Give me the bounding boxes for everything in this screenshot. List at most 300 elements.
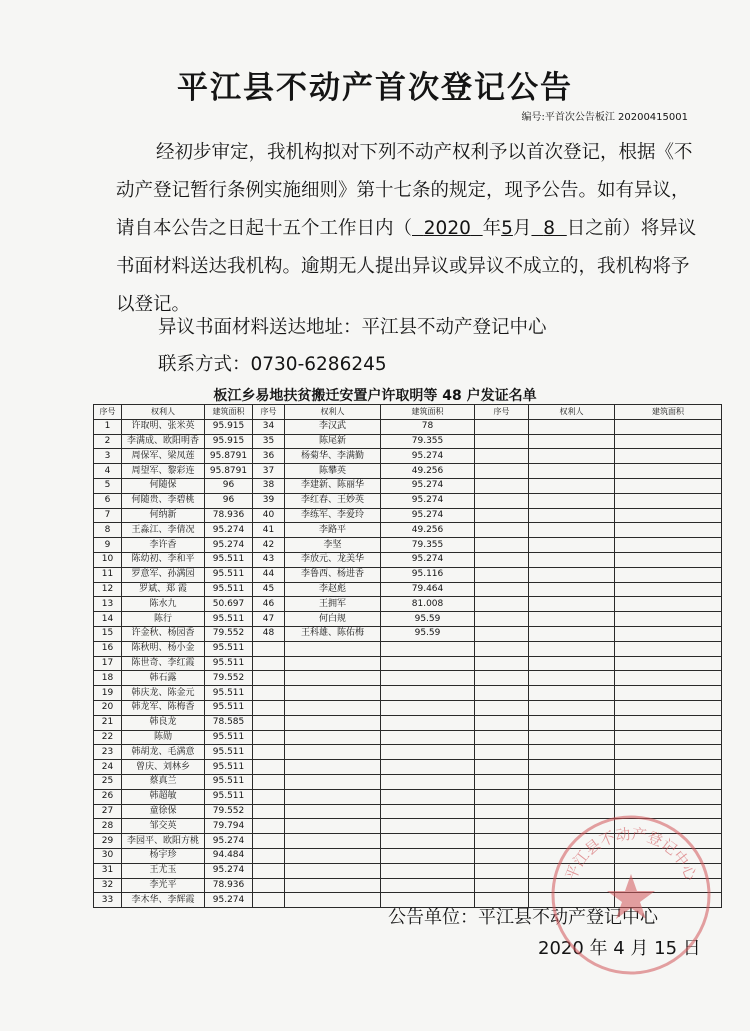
deadline-day: 8 xyxy=(543,218,555,239)
svg-text:平江县不动产登记中心: 平江县不动产登记中心 xyxy=(561,824,701,884)
rights-holder-cell xyxy=(529,538,615,553)
building-area-cell xyxy=(381,819,475,834)
row-number-cell xyxy=(475,626,529,641)
rights-holder-cell: 李红春、王妙英 xyxy=(285,493,381,508)
building-area-cell xyxy=(615,582,722,597)
deadline-year: 2020 xyxy=(423,218,471,239)
rights-holder-cell: 李鲁西、杨进香 xyxy=(285,567,381,582)
building-area-cell xyxy=(615,686,722,701)
rights-holder-cell xyxy=(285,745,381,760)
building-area-cell: 95.274 xyxy=(381,552,475,567)
building-area-cell: 49.256 xyxy=(381,523,475,538)
rights-holder-cell: 陈幼初、李和平 xyxy=(122,552,205,567)
rights-holder-cell: 韩石露 xyxy=(122,671,205,686)
column-header: 建筑面积 xyxy=(615,405,722,420)
rights-holder-cell: 陈秋明、杨小金 xyxy=(122,641,205,656)
building-area-cell: 50.697 xyxy=(205,597,253,612)
rights-holder-cell xyxy=(529,760,615,775)
row-number-cell: 2 xyxy=(94,434,122,449)
rights-holder-cell: 李路平 xyxy=(285,523,381,538)
rights-holder-cell: 韩龙军、陈梅香 xyxy=(122,700,205,715)
table-row xyxy=(94,686,722,701)
table-row xyxy=(94,538,722,553)
rights-holder-cell xyxy=(529,656,615,671)
row-number-cell xyxy=(475,715,529,730)
building-area-cell: 78.585 xyxy=(205,715,253,730)
row-number-cell: 15 xyxy=(94,626,122,641)
building-area-cell: 95.511 xyxy=(205,745,253,760)
building-area-cell: 79.355 xyxy=(381,538,475,553)
column-header: 建筑面积 xyxy=(205,405,253,420)
table-row xyxy=(94,760,722,775)
table-row xyxy=(94,626,722,641)
building-area-cell: 95.8791 xyxy=(205,464,253,479)
rights-holder-cell xyxy=(529,597,615,612)
row-number-cell: 47 xyxy=(253,612,285,627)
table-row xyxy=(94,715,722,730)
row-number-cell xyxy=(475,774,529,789)
row-number-cell xyxy=(253,893,285,908)
row-number-cell xyxy=(475,671,529,686)
building-area-cell: 79.794 xyxy=(205,819,253,834)
table-caption: 板江乡易地扶贫搬迁安置户许取明等 48 户发证名单 xyxy=(213,388,537,404)
objection-address: 异议书面材料送达地址：平江县不动产登记中心 xyxy=(158,317,547,338)
table-row xyxy=(94,671,722,686)
building-area-cell: 79.552 xyxy=(205,626,253,641)
table-row xyxy=(94,419,722,434)
building-area-cell xyxy=(381,715,475,730)
rights-holder-cell xyxy=(285,848,381,863)
building-area-cell xyxy=(381,834,475,849)
row-number-cell xyxy=(253,760,285,775)
rights-holder-cell: 何随保 xyxy=(122,478,205,493)
row-number-cell xyxy=(475,730,529,745)
rights-holder-cell: 李练军、李爱玲 xyxy=(285,508,381,523)
row-number-cell xyxy=(475,419,529,434)
row-number-cell: 6 xyxy=(94,493,122,508)
column-header: 序号 xyxy=(475,405,529,420)
row-number-cell: 34 xyxy=(253,419,285,434)
building-area-cell xyxy=(615,715,722,730)
building-area-cell xyxy=(615,656,722,671)
table-row xyxy=(94,464,722,479)
building-area-cell xyxy=(381,730,475,745)
row-number-cell xyxy=(475,819,529,834)
table-row xyxy=(94,597,722,612)
rights-holder-cell: 许取明、张米英 xyxy=(122,419,205,434)
row-number-cell: 3 xyxy=(94,449,122,464)
building-area-cell: 78.936 xyxy=(205,508,253,523)
building-area-cell xyxy=(615,626,722,641)
row-number-cell xyxy=(253,745,285,760)
row-number-cell xyxy=(475,538,529,553)
row-number-cell: 10 xyxy=(94,552,122,567)
column-header: 权利人 xyxy=(529,405,615,420)
building-area-cell: 81.008 xyxy=(381,597,475,612)
row-number-cell xyxy=(475,656,529,671)
row-number-cell xyxy=(253,819,285,834)
row-number-cell: 44 xyxy=(253,567,285,582)
rights-holder-cell: 李放元、龙美华 xyxy=(285,552,381,567)
row-number-cell: 46 xyxy=(253,597,285,612)
table-row xyxy=(94,508,722,523)
row-number-cell xyxy=(253,804,285,819)
row-number-cell: 48 xyxy=(253,626,285,641)
row-number-cell xyxy=(475,789,529,804)
row-number-cell xyxy=(475,745,529,760)
table-row xyxy=(94,434,722,449)
row-number-cell xyxy=(475,863,529,878)
row-number-cell: 8 xyxy=(94,523,122,538)
rights-holder-cell xyxy=(285,730,381,745)
table-row xyxy=(94,774,722,789)
row-number-cell xyxy=(475,449,529,464)
building-area-cell: 95.511 xyxy=(205,641,253,656)
rights-holder-cell: 王淼江、李倩况 xyxy=(122,523,205,538)
column-header: 权利人 xyxy=(122,405,205,420)
building-area-cell: 95.915 xyxy=(205,434,253,449)
building-area-cell: 79.552 xyxy=(205,804,253,819)
building-area-cell xyxy=(381,863,475,878)
building-area-cell: 79.355 xyxy=(381,434,475,449)
building-area-cell: 95.511 xyxy=(205,774,253,789)
rights-holder-cell xyxy=(529,789,615,804)
seal-star-icon xyxy=(607,874,655,919)
building-area-cell: 95.511 xyxy=(205,789,253,804)
row-number-cell: 18 xyxy=(94,671,122,686)
building-area-cell xyxy=(615,419,722,434)
building-area-cell: 95.511 xyxy=(205,552,253,567)
rights-holder-cell: 韩庆龙、陈金元 xyxy=(122,686,205,701)
row-number-cell xyxy=(253,789,285,804)
rights-holder-cell: 李汉武 xyxy=(285,419,381,434)
building-area-cell: 78.936 xyxy=(205,878,253,893)
contact-info: 联系方式：0730-6286245 xyxy=(158,354,387,375)
building-area-cell xyxy=(615,730,722,745)
table-row xyxy=(94,449,722,464)
rights-holder-cell xyxy=(529,434,615,449)
building-area-cell xyxy=(381,656,475,671)
row-number-cell xyxy=(475,552,529,567)
row-number-cell: 45 xyxy=(253,582,285,597)
row-number-cell xyxy=(475,582,529,597)
row-number-cell: 40 xyxy=(253,508,285,523)
row-number-cell: 37 xyxy=(253,464,285,479)
building-area-cell xyxy=(615,567,722,582)
building-area-cell: 95.511 xyxy=(205,730,253,745)
row-number-cell: 23 xyxy=(94,745,122,760)
building-area-cell xyxy=(615,745,722,760)
issue-date: 2020 年 4 月 15 日 xyxy=(538,938,701,959)
building-area-cell: 95.274 xyxy=(205,834,253,849)
table-row xyxy=(94,478,722,493)
page-title: 平江县不动产首次登记公告 xyxy=(177,70,573,106)
row-number-cell xyxy=(475,686,529,701)
rights-holder-cell xyxy=(529,745,615,760)
table-row xyxy=(94,745,722,760)
building-area-cell xyxy=(381,671,475,686)
building-area-cell: 95.274 xyxy=(205,893,253,908)
rights-holder-cell: 陈水九 xyxy=(122,597,205,612)
rights-holder-cell: 陈勋 xyxy=(122,730,205,745)
table-row xyxy=(94,493,722,508)
row-number-cell: 32 xyxy=(94,878,122,893)
row-number-cell: 11 xyxy=(94,567,122,582)
rights-holder-cell xyxy=(529,626,615,641)
building-area-cell: 95.915 xyxy=(205,419,253,434)
building-area-cell xyxy=(615,597,722,612)
building-area-cell xyxy=(615,538,722,553)
building-area-cell xyxy=(615,552,722,567)
building-area-cell: 95.511 xyxy=(205,700,253,715)
building-area-cell xyxy=(381,848,475,863)
rights-holder-cell: 李坚 xyxy=(285,538,381,553)
rights-holder-cell xyxy=(285,878,381,893)
building-area-cell xyxy=(615,612,722,627)
row-number-cell: 38 xyxy=(253,478,285,493)
rights-holder-cell xyxy=(285,863,381,878)
row-number-cell: 29 xyxy=(94,834,122,849)
building-area-cell: 95.274 xyxy=(205,538,253,553)
row-number-cell xyxy=(253,686,285,701)
rights-holder-cell xyxy=(285,760,381,775)
building-area-cell xyxy=(381,804,475,819)
building-area-cell: 95.511 xyxy=(205,582,253,597)
row-number-cell xyxy=(253,671,285,686)
rights-holder-cell: 陈世奇、李红霞 xyxy=(122,656,205,671)
row-number-cell: 12 xyxy=(94,582,122,597)
rights-holder-cell: 李园平、欧阳方桃 xyxy=(122,834,205,849)
notice-text-c: 月 xyxy=(512,218,532,239)
row-number-cell xyxy=(253,715,285,730)
row-number-cell xyxy=(475,878,529,893)
building-area-cell: 95.274 xyxy=(381,478,475,493)
rights-holder-cell xyxy=(529,478,615,493)
rights-holder-cell xyxy=(529,508,615,523)
rights-holder-cell: 李建新、陈丽华 xyxy=(285,478,381,493)
rights-holder-cell xyxy=(285,789,381,804)
row-number-cell: 42 xyxy=(253,538,285,553)
rights-holder-cell: 何随贵、李碧桃 xyxy=(122,493,205,508)
building-area-cell xyxy=(381,760,475,775)
rights-holder-cell xyxy=(529,612,615,627)
building-area-cell xyxy=(381,774,475,789)
row-number-cell: 21 xyxy=(94,715,122,730)
row-number-cell: 1 xyxy=(94,419,122,434)
row-number-cell xyxy=(253,656,285,671)
building-area-cell: 95.274 xyxy=(205,863,253,878)
rights-holder-cell: 陈尾新 xyxy=(285,434,381,449)
row-number-cell: 41 xyxy=(253,523,285,538)
row-number-cell: 17 xyxy=(94,656,122,671)
table-row xyxy=(94,582,722,597)
row-number-cell: 35 xyxy=(253,434,285,449)
rights-holder-cell xyxy=(529,715,615,730)
row-number-cell: 36 xyxy=(253,449,285,464)
building-area-cell: 95.274 xyxy=(205,523,253,538)
row-number-cell xyxy=(253,700,285,715)
row-number-cell: 31 xyxy=(94,863,122,878)
rights-holder-cell: 曾庆、刘林乡 xyxy=(122,760,205,775)
rights-holder-cell: 周保军、梁凤莲 xyxy=(122,449,205,464)
row-number-cell: 13 xyxy=(94,597,122,612)
row-number-cell: 20 xyxy=(94,700,122,715)
building-area-cell: 79.464 xyxy=(381,582,475,597)
rights-holder-cell: 王科雄、陈佑梅 xyxy=(285,626,381,641)
row-number-cell xyxy=(475,641,529,656)
table-row xyxy=(94,567,722,582)
building-area-cell: 95.511 xyxy=(205,656,253,671)
rights-holder-cell xyxy=(529,641,615,656)
building-area-cell: 95.59 xyxy=(381,612,475,627)
row-number-cell xyxy=(475,597,529,612)
building-area-cell xyxy=(381,700,475,715)
row-number-cell: 19 xyxy=(94,686,122,701)
rights-holder-cell xyxy=(285,774,381,789)
rights-holder-cell: 许金秋、杨园香 xyxy=(122,626,205,641)
building-area-cell xyxy=(381,878,475,893)
building-area-cell: 95.511 xyxy=(205,612,253,627)
table-row xyxy=(94,789,722,804)
rights-holder-cell xyxy=(529,493,615,508)
table-row xyxy=(94,612,722,627)
building-area-cell xyxy=(381,745,475,760)
column-header: 序号 xyxy=(253,405,285,420)
building-area-cell: 95.274 xyxy=(381,493,475,508)
building-area-cell xyxy=(381,686,475,701)
deadline-month: 5 xyxy=(501,218,513,239)
row-number-cell: 7 xyxy=(94,508,122,523)
notice-text-d: 日之前）将异议书面材料送达我机构。逾期无人提出异议或异议不成立的，我机构将予以登记。 xyxy=(116,218,697,315)
column-header: 序号 xyxy=(94,405,122,420)
rights-holder-cell xyxy=(285,893,381,908)
building-area-cell xyxy=(615,789,722,804)
building-area-cell xyxy=(615,700,722,715)
rights-holder-cell xyxy=(529,523,615,538)
row-number-cell: 27 xyxy=(94,804,122,819)
row-number-cell: 28 xyxy=(94,819,122,834)
rights-holder-cell xyxy=(529,449,615,464)
rights-holder-cell: 杨菊华、李满勤 xyxy=(285,449,381,464)
table-header-row xyxy=(94,405,722,420)
building-area-cell xyxy=(381,641,475,656)
building-area-cell: 96 xyxy=(205,478,253,493)
building-area-cell xyxy=(615,449,722,464)
rights-holder-cell xyxy=(529,686,615,701)
building-area-cell: 95.274 xyxy=(381,508,475,523)
rights-holder-cell: 韩胡龙、毛满意 xyxy=(122,745,205,760)
row-number-cell xyxy=(253,834,285,849)
rights-holder-cell xyxy=(529,774,615,789)
building-area-cell: 95.511 xyxy=(205,567,253,582)
row-number-cell: 14 xyxy=(94,612,122,627)
building-area-cell: 95.116 xyxy=(381,567,475,582)
row-number-cell xyxy=(475,464,529,479)
row-number-cell xyxy=(475,612,529,627)
building-area-cell xyxy=(615,774,722,789)
rights-holder-cell xyxy=(529,464,615,479)
row-number-cell xyxy=(475,567,529,582)
rights-holder-cell: 邹交英 xyxy=(122,819,205,834)
row-number-cell: 16 xyxy=(94,641,122,656)
row-number-cell xyxy=(475,478,529,493)
rights-holder-cell: 王尤玉 xyxy=(122,863,205,878)
rights-holder-cell: 王拥军 xyxy=(285,597,381,612)
rights-holder-cell xyxy=(529,730,615,745)
building-area-cell xyxy=(615,478,722,493)
building-area-cell xyxy=(615,493,722,508)
rights-holder-cell: 李光平 xyxy=(122,878,205,893)
building-area-cell xyxy=(615,508,722,523)
row-number-cell xyxy=(253,878,285,893)
rights-holder-cell: 童徐保 xyxy=(122,804,205,819)
building-area-cell: 78 xyxy=(381,419,475,434)
row-number-cell xyxy=(253,863,285,878)
row-number-cell xyxy=(475,760,529,775)
rights-holder-cell xyxy=(285,700,381,715)
row-number-cell xyxy=(253,641,285,656)
building-area-cell xyxy=(615,641,722,656)
row-number-cell xyxy=(475,493,529,508)
row-number-cell: 5 xyxy=(94,478,122,493)
row-number-cell xyxy=(253,730,285,745)
table-row xyxy=(94,656,722,671)
row-number-cell: 9 xyxy=(94,538,122,553)
table-row xyxy=(94,552,722,567)
rights-holder-cell: 罗斌、郑 霞 xyxy=(122,582,205,597)
building-area-cell xyxy=(381,789,475,804)
building-area-cell: 95.511 xyxy=(205,760,253,775)
row-number-cell: 39 xyxy=(253,493,285,508)
issuer: 公告单位：平江县不动产登记中心 xyxy=(388,907,658,928)
rights-holder-cell: 周望军、黎彩连 xyxy=(122,464,205,479)
rights-holder-cell xyxy=(529,419,615,434)
rights-holder-cell: 陈攀英 xyxy=(285,464,381,479)
row-number-cell xyxy=(475,523,529,538)
row-number-cell: 25 xyxy=(94,774,122,789)
rights-holder-cell xyxy=(529,671,615,686)
rights-holder-cell xyxy=(285,641,381,656)
notice-paragraph xyxy=(116,134,706,324)
rights-holder-cell xyxy=(285,834,381,849)
rights-holder-cell xyxy=(285,671,381,686)
rights-holder-cell xyxy=(529,567,615,582)
rights-holder-cell: 李赵彪 xyxy=(285,582,381,597)
row-number-cell: 43 xyxy=(253,552,285,567)
building-area-cell xyxy=(615,464,722,479)
building-area-cell: 49.256 xyxy=(381,464,475,479)
row-number-cell xyxy=(475,804,529,819)
official-seal xyxy=(548,812,714,978)
table-row xyxy=(94,700,722,715)
rights-holder-cell: 蔡真兰 xyxy=(122,774,205,789)
rights-holder-cell: 韩良龙 xyxy=(122,715,205,730)
row-number-cell xyxy=(475,834,529,849)
rights-holder-cell: 何白规 xyxy=(285,612,381,627)
building-area-cell: 96 xyxy=(205,493,253,508)
column-header: 权利人 xyxy=(285,405,381,420)
table-row xyxy=(94,523,722,538)
rights-holder-cell xyxy=(285,715,381,730)
building-area-cell xyxy=(615,760,722,775)
rights-holder-cell xyxy=(529,552,615,567)
row-number-cell xyxy=(475,434,529,449)
row-number-cell: 33 xyxy=(94,893,122,908)
row-number-cell: 30 xyxy=(94,848,122,863)
rights-holder-cell: 何纳新 xyxy=(122,508,205,523)
rights-holder-cell xyxy=(285,656,381,671)
building-area-cell: 95.511 xyxy=(205,686,253,701)
